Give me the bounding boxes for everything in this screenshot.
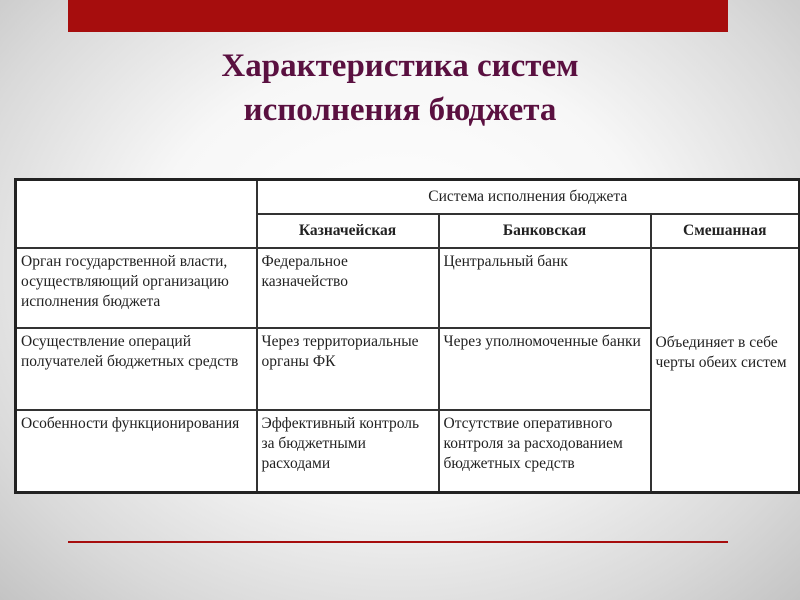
row-label: Осуществление операций получателей бюджетных средств — [16, 328, 257, 410]
cell-bank: Центральный банк — [439, 248, 651, 328]
title-line-1: Характеристика систем — [221, 48, 579, 84]
group-header: Система исполнения бюджета — [257, 180, 800, 214]
cell-bank: Через уполномоченные банки — [439, 328, 651, 410]
top-accent-bar — [68, 0, 728, 32]
column-header-treasury: Казначейская — [257, 214, 439, 248]
slide-title — [0, 44, 800, 132]
comparison-table — [14, 178, 798, 494]
row-label: Орган государственной власти, осуществляющий организацию исполнения бюджета — [16, 248, 257, 328]
cell-bank: Отсутствие оперативного контроля за расходованием бюджетных средств — [439, 410, 651, 492]
corner-cell — [16, 180, 257, 248]
cell-treasury: Федеральное казначейство — [257, 248, 439, 328]
cell-treasury: Эффективный контроль за бюджетными расходами — [257, 410, 439, 492]
column-header-bank: Банковская — [439, 214, 651, 248]
title-line-2: исполнения бюджета — [243, 92, 557, 128]
footer-divider — [68, 541, 728, 543]
row-label: Особенности функционирования — [16, 410, 257, 492]
column-header-mixed: Смешанная — [651, 214, 800, 248]
cell-treasury: Через территориальные органы ФК — [257, 328, 439, 410]
cell-mixed: Объединяет в себе черты обеих систем — [651, 248, 800, 493]
